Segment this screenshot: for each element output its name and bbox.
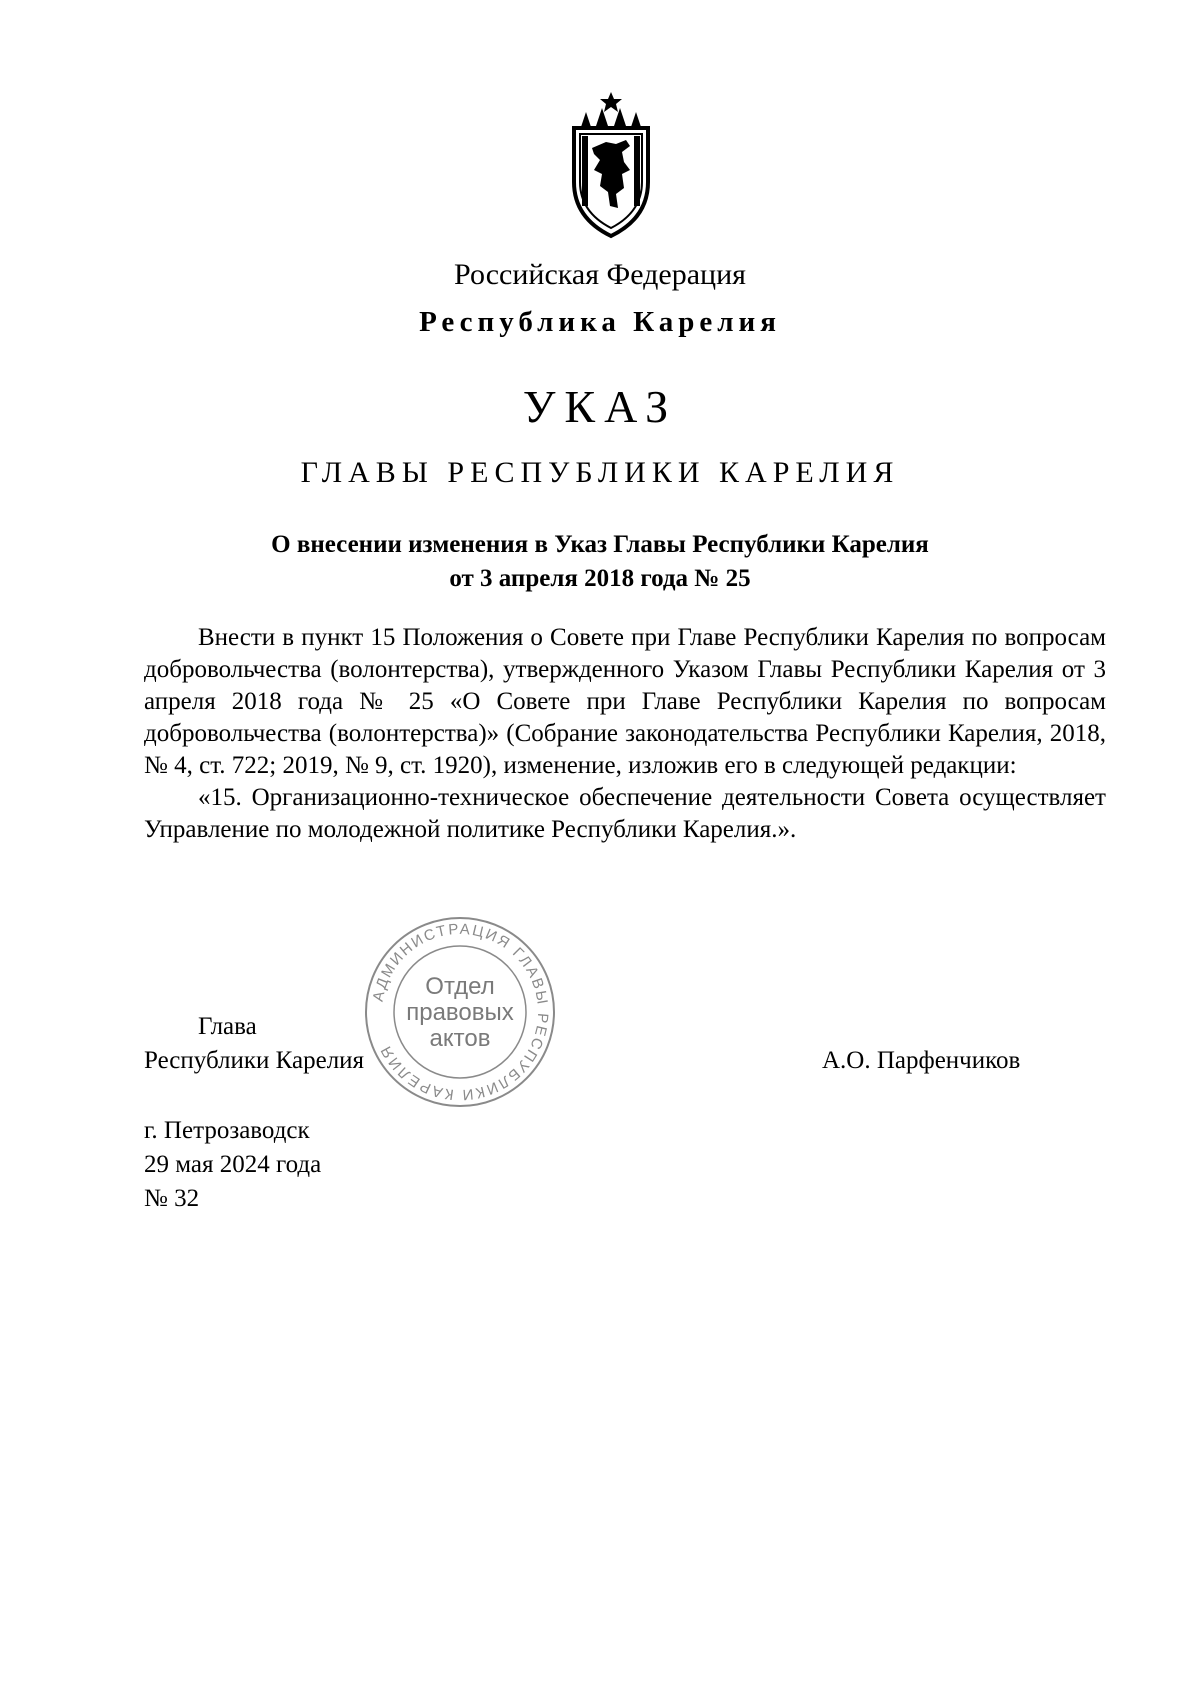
stamp-ring-text: АДМИНИСТРАЦИЯ ГЛАВЫ РЕСПУБЛИКИ КАРЕЛИЯ xyxy=(369,920,552,1104)
karelia-coat-of-arms-icon xyxy=(566,90,656,240)
document-number: № 32 xyxy=(144,1185,200,1212)
document-requisites xyxy=(144,1114,321,1216)
document-title xyxy=(0,528,1200,596)
issue-date: 29 мая 2024 года xyxy=(144,1151,322,1178)
official-stamp xyxy=(360,912,560,1112)
signatory-title-line-1: Глава xyxy=(198,1013,257,1040)
body-paragraph-2: «15. Организационно-техническое обеспечение деятельности Совета осуществляет Управление по молодежной политике Республики Карелия.». xyxy=(144,784,1106,843)
republic-name: Республика Карелия xyxy=(419,306,781,338)
document-body xyxy=(144,622,1106,846)
body-paragraph-1: Внести в пункт 15 Положения о Совете при Главе Республики Карелия по вопросам добровольчества (волонтерства), утвержденного Указом Главы Республики Карелия от 3 апреля 2018 года № 25 «О Совете при Главе Республики Карелия по вопросам добровольчества (волонтерства)» (Собрание законодательства Республики Карелия, 2018, № 4, ст. 722; 2019, № 9, ст. 1920), изменение, изложив его в следующей редакции: xyxy=(144,624,1106,779)
stamp-line-3: актов xyxy=(429,1025,491,1052)
stamp-line-2: правовых xyxy=(406,999,514,1026)
signatory-title xyxy=(144,1010,364,1078)
stamp-line-1: Отдел xyxy=(425,973,495,1000)
country-name: Российская Федерация xyxy=(454,258,746,291)
issue-city: г. Петрозаводск xyxy=(144,1117,310,1144)
document-issuer: ГЛАВЫ РЕСПУБЛИКИ КАРЕЛИЯ xyxy=(300,456,900,489)
signatory-name: А.О. Парфенчиков xyxy=(822,1047,1021,1074)
title-line-2: от 3 апреля 2018 года № 25 xyxy=(449,565,751,592)
signatory-title-line-2: Республики Карелия xyxy=(144,1047,365,1074)
title-line-1: О внесении изменения в Указ Главы Республики Карелия xyxy=(271,531,929,558)
document-type: УКАЗ xyxy=(522,381,678,432)
